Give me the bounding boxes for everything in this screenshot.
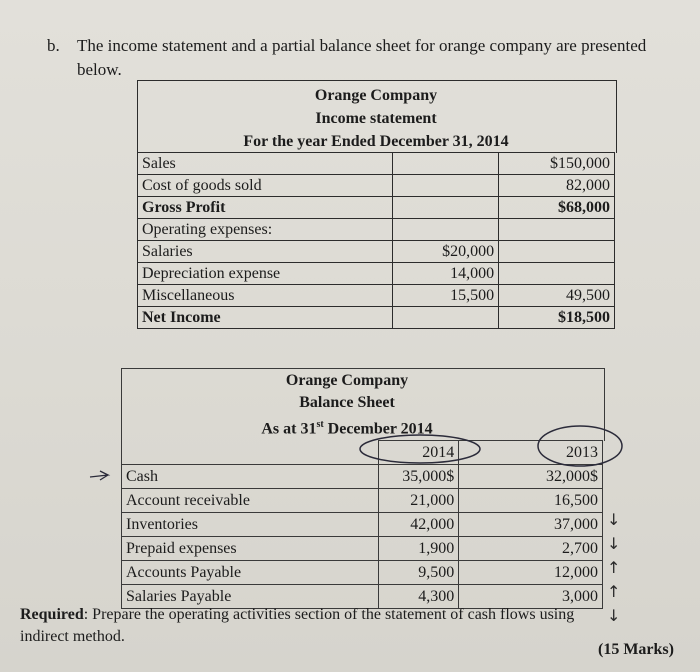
income-statement-title: Income statement — [315, 110, 437, 127]
balance-cell-y2013: 12,000 — [459, 561, 603, 585]
income-cell-mid: $20,000 — [393, 241, 499, 263]
income-period: For the year Ended December 31, 2014 — [243, 133, 509, 150]
col-2013-header: 2013 — [459, 441, 603, 465]
income-cell-label: Salaries — [138, 241, 393, 263]
balance-cell-label: Account receivable — [122, 489, 379, 513]
question-text-line1: The income statement and a partial balance sheet for orange company are presented — [77, 36, 647, 55]
balance-cell-label: Cash — [122, 465, 379, 489]
balance-cell-y2013: 3,000 — [459, 585, 603, 609]
balance-cell-y2014: 42,000 — [379, 513, 459, 537]
handwritten-arrow-mark: ↑ — [607, 558, 621, 577]
required-line1: Required: Prepare the operating activities section of the statement of cash flows using — [20, 606, 575, 623]
balance-cell-y2014: 1,900 — [379, 537, 459, 561]
balance-cell-y2014: 9,500 — [379, 561, 459, 585]
col-2014-header: 2014 — [379, 441, 459, 465]
balance-cell-y2014: 4,300 — [379, 585, 459, 609]
arrow-mark-cash — [90, 471, 108, 480]
balance-cell-y2013: 37,000 — [459, 513, 603, 537]
balance-cell-label: Salaries Payable — [122, 585, 379, 609]
question-label: b. — [47, 36, 60, 55]
balance-cell-y2014: 21,000 — [379, 489, 459, 513]
required-line2: indirect method. — [20, 628, 125, 645]
circle-2014 — [360, 435, 480, 463]
income-cell-right: 49,500 — [499, 285, 615, 307]
balance-company-name: Orange Company — [285, 372, 409, 389]
income-cell-label: Net Income — [138, 307, 393, 329]
handwritten-arrow-mark: ↓ — [607, 510, 621, 529]
question-text-line2: below. — [77, 60, 122, 79]
handwritten-arrow-mark: ↓ — [607, 534, 621, 553]
income-cell-label: Gross Profit — [138, 197, 393, 219]
income-cell-label: Cost of goods sold — [138, 175, 393, 197]
income-cell-mid: 15,500 — [393, 285, 499, 307]
income-cell-right: 82,000 — [499, 175, 615, 197]
balance-cell-y2013: 16,500 — [459, 489, 603, 513]
balance-cell-y2013: 32,000$ — [459, 465, 603, 489]
income-cell-label: Sales — [138, 153, 393, 175]
income-cell-mid: 14,000 — [393, 263, 499, 285]
marks-label: (15 Marks) — [598, 641, 674, 658]
income-cell-right: $150,000 — [499, 153, 615, 175]
balance-cell-label: Inventories — [122, 513, 379, 537]
balance-sheet-date: As at 31st December 2014 — [261, 419, 433, 438]
income-company-name: Orange Company — [314, 87, 438, 104]
circle-2013 — [538, 426, 622, 466]
balance-sheet-title: Balance Sheet — [299, 394, 395, 411]
income-cell-label: Miscellaneous — [138, 285, 393, 307]
income-cell-label: Operating expenses: — [138, 219, 393, 241]
balance-cell-label: Accounts Payable — [122, 561, 379, 585]
handwritten-arrow-mark: ↓ — [607, 606, 621, 625]
income-cell-right: $18,500 — [499, 307, 615, 329]
balance-cell-y2013: 2,700 — [459, 537, 603, 561]
handwritten-arrow-mark: ↑ — [607, 582, 621, 601]
income-cell-label: Depreciation expense — [138, 263, 393, 285]
balance-cell-y2014: 35,000$ — [379, 465, 459, 489]
balance-cell-label: Prepaid expenses — [122, 537, 379, 561]
income-cell-right: $68,000 — [499, 197, 615, 219]
